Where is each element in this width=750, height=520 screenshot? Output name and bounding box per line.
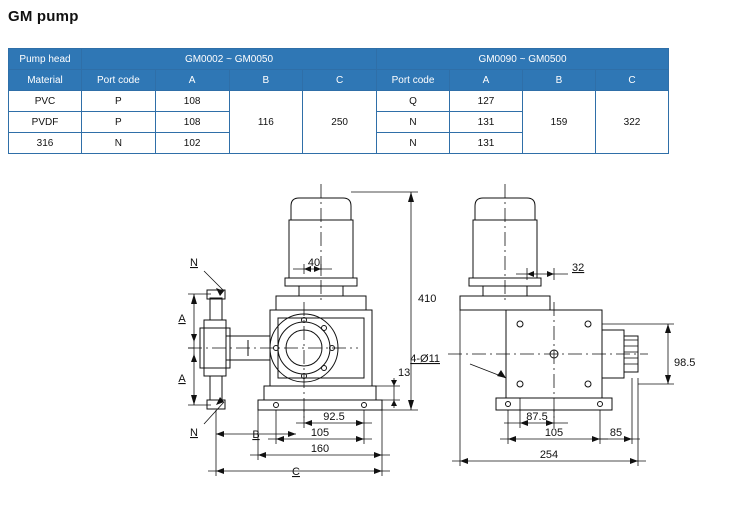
cell-material-316: 316 bbox=[9, 133, 82, 154]
label-right-254: 254 bbox=[539, 449, 559, 461]
label-left-410: 410 bbox=[418, 293, 437, 305]
table-row bbox=[9, 91, 669, 112]
cell-left-a-pvdf: 108 bbox=[155, 112, 229, 133]
group-header-left: GM0002 ~ GM0050 bbox=[82, 49, 377, 70]
label-left-160: 160 bbox=[310, 443, 330, 455]
col-header-left-port-code: Port code bbox=[82, 70, 156, 91]
cell-material-pvdf: PVDF bbox=[9, 112, 82, 133]
cell-right-c: 322 bbox=[596, 91, 669, 154]
col-header-left-a: A bbox=[155, 70, 229, 91]
table-row-column-header bbox=[9, 70, 669, 91]
label-left-n-top: N bbox=[190, 257, 198, 269]
spec-table bbox=[8, 48, 669, 154]
cell-right-a-pvdf: 131 bbox=[450, 112, 523, 133]
label-left-105: 105 bbox=[310, 427, 330, 439]
label-left-40: 40 bbox=[307, 257, 321, 269]
row-head-pump-head: Pump head bbox=[9, 49, 82, 70]
label-right-98-5: 98.5 bbox=[674, 357, 696, 369]
cell-right-a-pvc: 127 bbox=[450, 91, 523, 112]
label-right-32: 32 bbox=[572, 262, 585, 274]
cell-left-port-code-316: N bbox=[82, 133, 156, 154]
table-row-group-header bbox=[9, 49, 669, 70]
label-right-85: 85 bbox=[609, 427, 623, 439]
cell-left-b: 116 bbox=[229, 91, 303, 154]
cell-left-a-316: 102 bbox=[155, 133, 229, 154]
label-left-92-5: 92.5 bbox=[323, 411, 345, 423]
label-right-105: 105 bbox=[544, 427, 564, 439]
label-right-87-5: 87.5 bbox=[526, 411, 548, 423]
cell-right-port-code-316: N bbox=[377, 133, 450, 154]
cell-left-a-pvc: 108 bbox=[155, 91, 229, 112]
group-header-right: GM0090 ~ GM0500 bbox=[377, 49, 669, 70]
label-left-n-bottom: N bbox=[190, 427, 198, 439]
label-left-c: C bbox=[292, 466, 300, 478]
pump-dimension-drawing bbox=[8, 170, 742, 508]
col-header-right-a: A bbox=[450, 70, 523, 91]
cell-left-port-code-pvdf: P bbox=[82, 112, 156, 133]
col-header-left-b: B bbox=[229, 70, 303, 91]
cell-left-port-code-pvc: P bbox=[82, 91, 156, 112]
col-header-left-c: C bbox=[303, 70, 377, 91]
label-left-a-lower: A bbox=[178, 373, 186, 385]
label-left-b: B bbox=[252, 429, 260, 441]
col-header-right-b: B bbox=[523, 70, 596, 91]
label-left-a-upper: A bbox=[178, 313, 186, 325]
cell-right-a-316: 131 bbox=[450, 133, 523, 154]
col-header-right-c: C bbox=[596, 70, 669, 91]
cell-right-port-code-pvc: Q bbox=[377, 91, 450, 112]
cell-left-c: 250 bbox=[303, 91, 377, 154]
cell-material-pvc: PVC bbox=[9, 91, 82, 112]
row-head-material: Material bbox=[9, 70, 82, 91]
cell-right-b: 159 bbox=[523, 91, 596, 154]
page-title: GM pump bbox=[8, 8, 79, 25]
label-left-13: 13 bbox=[398, 367, 411, 379]
col-header-right-port-code: Port code bbox=[377, 70, 450, 91]
cell-right-port-code-pvdf: N bbox=[377, 112, 450, 133]
label-right-4x11: 4-Ø11 bbox=[410, 353, 440, 365]
